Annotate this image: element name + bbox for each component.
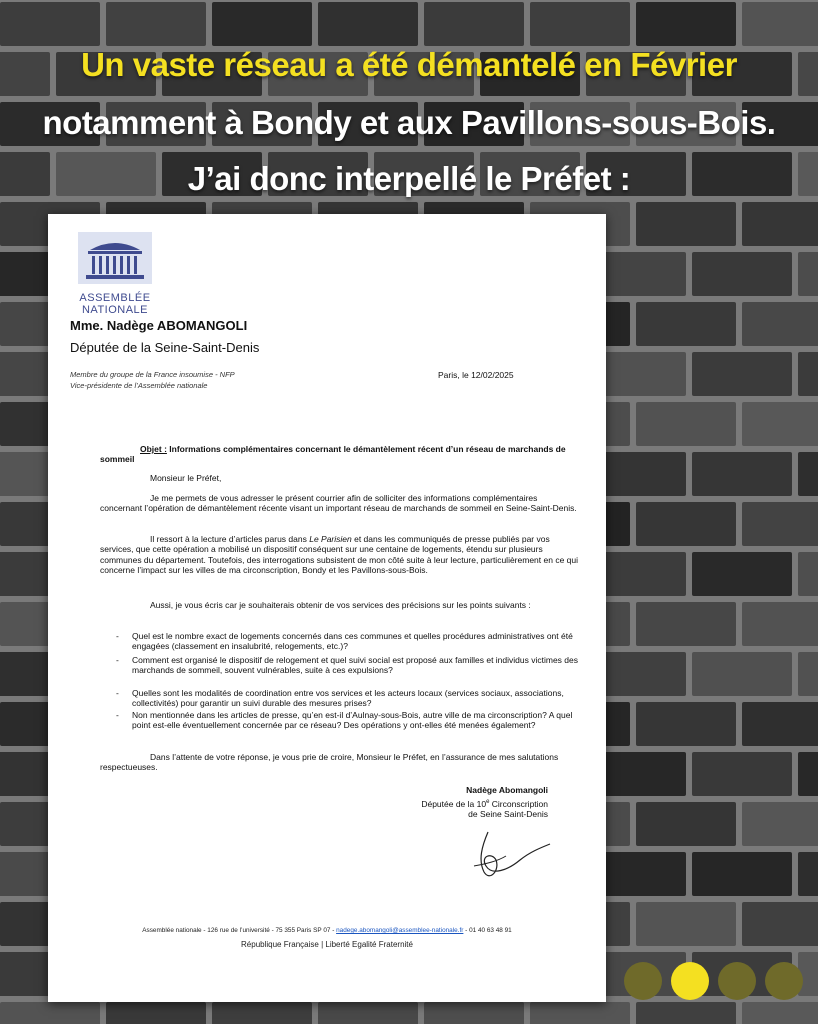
brick (742, 902, 818, 946)
list-item: - Comment est organisé le dispositif de relogement et quel suivi social est proposé aux familles et individus victimes des marchands de sommeil, souvent vulnérables, suite à ces expulsions? (116, 655, 578, 676)
brick (742, 802, 818, 846)
brick (0, 952, 50, 996)
letter-date: Paris, le 12/02/2025 (438, 370, 514, 380)
brick (742, 602, 818, 646)
signature-name: Nadège Abomangoli (466, 785, 548, 795)
brick (692, 852, 792, 896)
brick (798, 552, 818, 596)
brick (742, 702, 818, 746)
brick (636, 902, 736, 946)
brick (692, 552, 792, 596)
brick (742, 402, 818, 446)
brick (636, 802, 736, 846)
list-item: - Quelles sont les modalités de coordination entre vos services et les acteurs locaux (services sociaux, associations, collectivités) pour garantir un suivi durable des mesures prises? (116, 688, 564, 709)
footer-motto: République Française | Liberté Egalité Fraternité (241, 940, 413, 949)
carousel-dot-2-active[interactable] (671, 962, 709, 1000)
group-affiliation: Membre du groupe de la France insoumise - NFP (70, 370, 235, 379)
paragraph-2 (100, 534, 578, 576)
brick (798, 352, 818, 396)
footer-email-link[interactable]: nadege.abomangoli@assemblee-nationale.fr (336, 927, 464, 934)
carousel-dot-3[interactable] (718, 962, 756, 1000)
carousel-dot-4[interactable] (765, 962, 803, 1000)
brick (0, 552, 50, 596)
brick (636, 202, 736, 246)
brick (798, 252, 818, 296)
signature-role-line-2: de Seine Saint-Denis (468, 809, 548, 819)
brick (798, 852, 818, 896)
letter-document (48, 214, 606, 1002)
brick (742, 1002, 818, 1024)
brick (106, 2, 206, 46)
sender-name: Mme. Nadège ABOMANGOLI (70, 318, 248, 333)
brick (798, 452, 818, 496)
brick (0, 752, 50, 796)
brick (636, 1002, 736, 1024)
brick (0, 252, 50, 296)
subject-label: Objet : (140, 444, 167, 454)
signature-role: Députée de la 10e Circonscription (421, 798, 548, 809)
sender-title: Députée de la Seine-Saint-Denis (70, 340, 260, 355)
brick (742, 502, 818, 546)
carousel-dot-1[interactable] (624, 962, 662, 1000)
letter-subject (100, 444, 578, 465)
footer-contact: Assemblée nationale - 126 rue de l’université - 75 355 Paris SP 07 - nadege.abomangoli@assemblee-nationale.fr - 01 40 63 48 91 (142, 927, 512, 934)
brick (212, 1002, 312, 1024)
brick (106, 1002, 206, 1024)
subject-text: Informations complémentaires concernant le démantèlement récent d’un réseau de marchands de sommeil (100, 444, 566, 465)
brick (636, 302, 736, 346)
paragraph-1: Je me permets de vous adresser le présent courrier afin de solliciter des informations complémentaires concernant l’opération de démantèlement récente visant un important réseau de marchands de sommeil en Seine-Saint-Denis. (100, 493, 577, 514)
brick (318, 2, 418, 46)
paragraph-2-end: et dans les communiqués de presse publiés par vos services, que cette opération a mobilisé un dispositif conséquent sur une centaine de logements, étendu sur plusieurs communes du département. Toutefois, des interrogations subsistent de mon côté suite à leur lecture, particulièrement en ce qui concerne l’impact sur les villes de ma circonscription, Bondy et les Pavillons-sous-Bois. (100, 534, 578, 576)
brick (530, 1002, 630, 1024)
brick (692, 452, 792, 496)
brick (636, 602, 736, 646)
brick (0, 2, 100, 46)
brick (692, 352, 792, 396)
brick (318, 1002, 418, 1024)
brick (636, 502, 736, 546)
brick (0, 452, 50, 496)
handwritten-signature (460, 826, 560, 886)
headline-line-1: Un vaste réseau a été démantelé en Février (81, 46, 737, 83)
brick (0, 1002, 100, 1024)
logo-text-line-2: NATIONALE (81, 304, 149, 316)
brick (798, 652, 818, 696)
brick (0, 852, 50, 896)
brick (692, 252, 792, 296)
brick (0, 352, 50, 396)
brick (742, 302, 818, 346)
brick (530, 2, 630, 46)
paragraph-2-start: Il ressort à la lecture d’articles parus dans (150, 534, 310, 544)
logo-text-line-1: ASSEMBLÉE (79, 292, 151, 304)
closing-paragraph: Dans l’attente de votre réponse, je vous prie de croire, Monsieur le Préfet, en l’assurance de mes salutations respectueuses. (100, 752, 559, 773)
parliament-building-icon (76, 230, 154, 286)
brick (424, 1002, 524, 1024)
paragraph-3: Aussi, je vous écris car je souhaiterais obtenir de vos services des précisions sur les points suivants : (150, 600, 531, 610)
headline-line-2: notamment à Bondy et aux Pavillons-sous-Bois. (42, 104, 776, 141)
list-item: - Quel est le nombre exact de logements concernés dans ces communes et quelles procédures administratives ont été engagées (classement en insalubrité, relogements, etc.)? (116, 631, 573, 652)
brick (424, 2, 524, 46)
brick (636, 402, 736, 446)
newspaper-name: Le Parisien (309, 534, 352, 544)
brick (212, 2, 312, 46)
salutation: Monsieur le Préfet, (150, 473, 222, 483)
brick (692, 652, 792, 696)
brick (742, 2, 818, 46)
vice-presidency: Vice-présidente de l’Assemblée nationale (70, 381, 208, 390)
brick (692, 752, 792, 796)
brick (636, 2, 736, 46)
brick (636, 702, 736, 746)
assemblee-nationale-logo (76, 230, 154, 316)
brick (798, 752, 818, 796)
brick (0, 652, 50, 696)
headline-line-3: J’ai donc interpellé le Préfet : (187, 160, 631, 197)
brick (742, 202, 818, 246)
list-item: - Non mentionnée dans les articles de presse, qu’en est-il d’Aulnay-sous-Bois, autre ville de ma circonscription? A quel point est-elle éventuellement concernée par ce réseau? Des opérations y ont-elles été menées également? (116, 710, 573, 731)
